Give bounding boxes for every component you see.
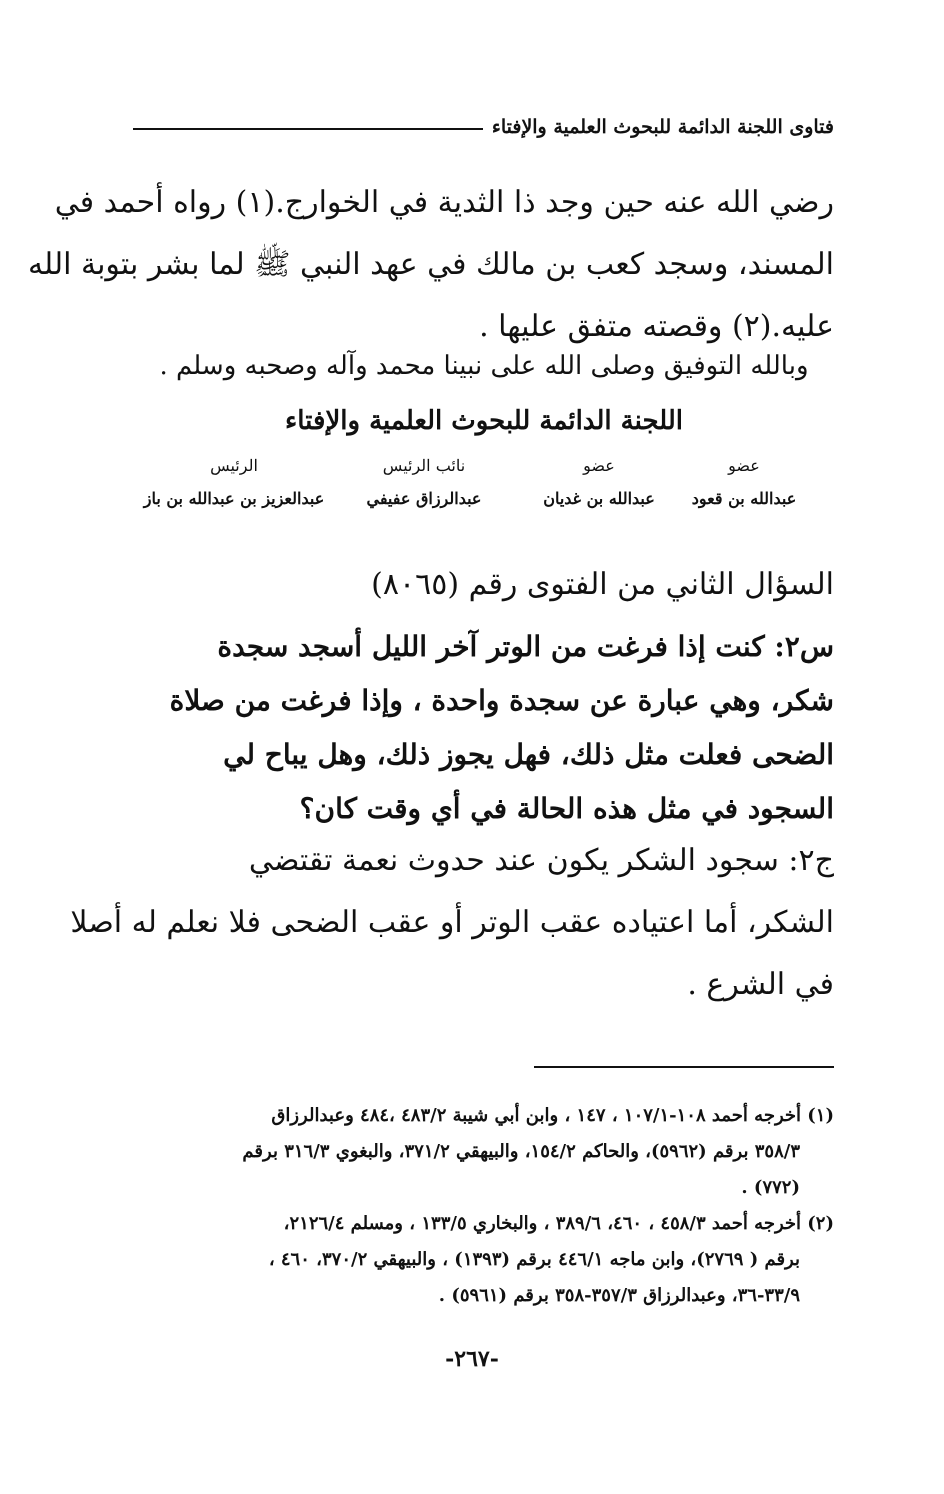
header-rule: [133, 128, 483, 130]
signatory-title: عضو: [583, 456, 615, 475]
answer-line: في الشرع .: [687, 967, 834, 1002]
footnote-line: ٣٥٨/٣ برقم (٥٩٦٢)، والحاكم ١٥٤/٢، والبيهقي ٣٧١/٢، والبغوي ٣١٦/٣ برقم: [242, 1141, 800, 1162]
signatory-name: عبدالله بن قعود: [691, 489, 797, 508]
footnote-line: برقم ( ٢٧٦٩)، وابن ماجه ٤٤٦/١ برقم (١٣٩٣) ، والبيهقي ٣٧٠/٢، ٤٦٠ ،: [268, 1249, 800, 1270]
signatory: [139, 456, 329, 508]
signatories: [139, 456, 799, 526]
footnote-line: (٢) أخرجه أحمد ٤٥٨/٣ ، ٤٦٠، ٣٨٩/٦ ، والبخاري ١٣٣/٥ ، ومسلم ٢١٢٦/٤،: [283, 1213, 834, 1234]
footnote-line: (١) أخرجه أحمد ١٠٨-١٠٧/١ ، ١٤٧ ، وابن أبي شيبة ٤٨٣/٢ ،٤٨٤ وعبدالرزاق: [271, 1105, 834, 1126]
signatory-title: نائب الرئيس: [382, 456, 466, 475]
question-line: السجود في مثل هذه الحالة في أي وقت كان؟: [299, 792, 834, 825]
signatory-title: الرئيس: [210, 456, 258, 475]
answer-line: ج٢: سجود الشكر يكون عند حدوث نعمة تقتضي: [248, 843, 834, 878]
footnote-rule: [534, 1066, 834, 1068]
committee-title: اللجنة الدائمة للبحوث العلمية والإفتاء: [285, 406, 683, 436]
signatory-name: عبدالرزاق عفيفي: [366, 489, 482, 508]
page-number: -٢٦٧-: [445, 1346, 499, 1372]
intro-line: المسند، وسجد كعب بن مالك في عهد النبي ﷺ لما بشر بتوبة الله: [27, 247, 834, 282]
question-line: س٢: كنت إذا فرغت من الوتر آخر الليل أسجد سجدة: [217, 630, 834, 663]
intro-line: رضي الله عنه حين وجد ذا الثدية في الخوارج.(١) رواه أحمد في: [54, 185, 834, 220]
intro-paragraph: [27, 172, 834, 358]
footnotes: [129, 1098, 834, 1314]
footnote-line: ٣٣/٩-٣٦، وعبدالرزاق ٣٥٧/٣-٣٥٨ برقم (٥٩٦١) .: [438, 1285, 800, 1306]
question-line: الضحى فعلت مثل ذلك، فهل يجوز ذلك، وهل يباح لي: [223, 738, 834, 771]
answer-line: الشكر، أما اعتياده عقب الوتر أو عقب الضحى فلا نعلم له أصلا: [70, 905, 834, 940]
question-heading-text: السؤال الثاني من الفتوى رقم (٨٠٦٥): [371, 567, 834, 602]
signatory: [529, 456, 669, 508]
signatory: [689, 456, 799, 508]
signatory-name: عبدالله بن غديان: [543, 489, 655, 508]
signatory: [349, 456, 499, 508]
running-header: فتاوى اللجنة الدائمة للبحوث العلمية والإفتاء: [491, 116, 834, 138]
intro-line: عليه.(٢) وقصته متفق عليها .: [479, 309, 834, 344]
closing-prayer: وبالله التوفيق وصلى الله على نبينا محمد وآله وصحبه وسلم .: [159, 351, 809, 381]
footnote-line: (٧٧٢) .: [741, 1177, 800, 1198]
question: [134, 620, 834, 836]
question-line: شكر، وهي عبارة عن سجدة واحدة ، وإذا فرغت من صلاة: [169, 684, 834, 717]
answer: [70, 830, 834, 1016]
question-heading: [134, 554, 834, 616]
signatory-name: عبدالعزيز بن عبدالله بن باز: [143, 489, 325, 508]
signatory-title: عضو: [728, 456, 760, 475]
